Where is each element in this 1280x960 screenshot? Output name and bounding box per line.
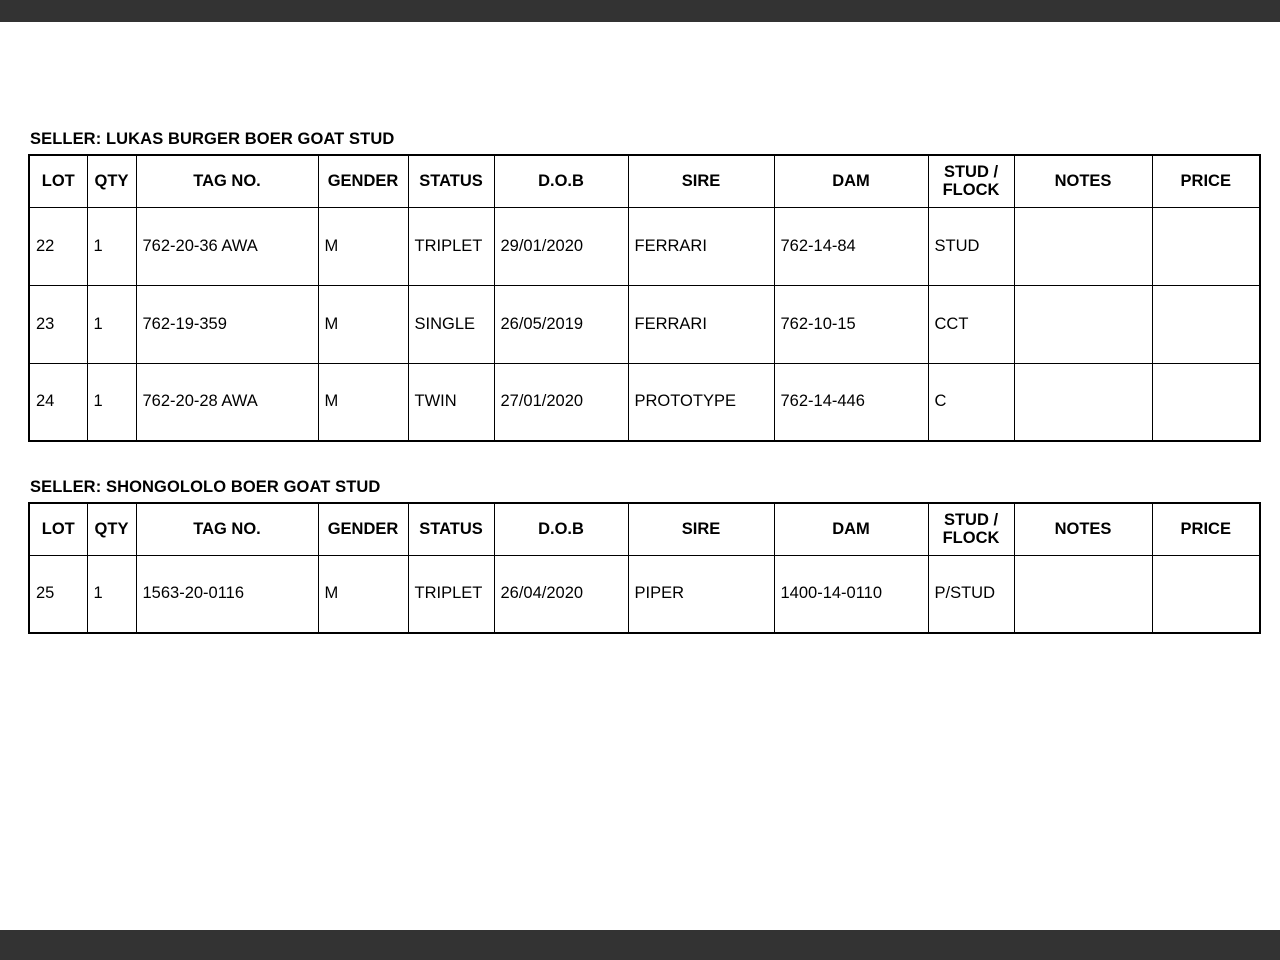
cell-stud-flock: C [928, 363, 1014, 441]
column-header-tag-no: TAG NO. [136, 155, 318, 207]
table-header-row [29, 503, 1260, 555]
cell-price [1152, 207, 1260, 285]
column-header-stud-flock [928, 155, 1014, 207]
cell-qty: 1 [87, 363, 136, 441]
cell-lot: 22 [29, 207, 87, 285]
cell-dam: 762-10-15 [774, 285, 928, 363]
column-header-lot: LOT [29, 503, 87, 555]
cell-stud-flock: P/STUD [928, 555, 1014, 633]
cell-notes [1014, 555, 1152, 633]
cell-status: SINGLE [408, 285, 494, 363]
cell-dob: 27/01/2020 [494, 363, 628, 441]
cell-lot: 25 [29, 555, 87, 633]
table-header-row [29, 155, 1260, 207]
seller-heading-1: SELLER: LUKAS BURGER BOER GOAT STUD [30, 130, 395, 148]
column-header-notes: NOTES [1014, 155, 1152, 207]
lot-table-2 [28, 502, 1261, 634]
column-header-dam: DAM [774, 503, 928, 555]
cell-notes [1014, 363, 1152, 441]
cell-notes [1014, 285, 1152, 363]
cell-status: TRIPLET [408, 207, 494, 285]
cell-gender: M [318, 285, 408, 363]
table-row [29, 555, 1260, 633]
cell-qty: 1 [87, 285, 136, 363]
column-header-notes: NOTES [1014, 503, 1152, 555]
column-header-gender: GENDER [318, 155, 408, 207]
cell-status: TWIN [408, 363, 494, 441]
cell-sire: PIPER [628, 555, 774, 633]
cell-dob: 26/04/2020 [494, 555, 628, 633]
cell-gender: M [318, 555, 408, 633]
column-header-dob: D.O.B [494, 155, 628, 207]
column-header-dam: DAM [774, 155, 928, 207]
cell-price [1152, 555, 1260, 633]
cell-status: TRIPLET [408, 555, 494, 633]
column-header-qty: QTY [87, 155, 136, 207]
column-header-tag-no: TAG NO. [136, 503, 318, 555]
cell-lot: 24 [29, 363, 87, 441]
cell-sire: FERRARI [628, 285, 774, 363]
top-bar [0, 0, 1280, 22]
cell-stud-flock: STUD [928, 207, 1014, 285]
column-header-sire: SIRE [628, 503, 774, 555]
column-header-lot: LOT [29, 155, 87, 207]
stud-flock-line-1: STUD / [943, 511, 999, 530]
lot-table-1 [28, 154, 1261, 442]
cell-dob: 29/01/2020 [494, 207, 628, 285]
cell-price [1152, 285, 1260, 363]
seller-heading-2: SELLER: SHONGOLOLO BOER GOAT STUD [30, 478, 381, 496]
cell-gender: M [318, 207, 408, 285]
cell-tag-no: 762-20-36 AWA [136, 207, 318, 285]
stud-flock-line-2: FLOCK [942, 181, 1000, 200]
column-header-price: PRICE [1152, 155, 1260, 207]
cell-dam: 762-14-84 [774, 207, 928, 285]
cell-tag-no: 762-19-359 [136, 285, 318, 363]
cell-qty: 1 [87, 555, 136, 633]
cell-tag-no: 762-20-28 AWA [136, 363, 318, 441]
cell-qty: 1 [87, 207, 136, 285]
cell-price [1152, 363, 1260, 441]
stud-flock-line-1: STUD / [943, 163, 999, 182]
cell-lot: 23 [29, 285, 87, 363]
bottom-bar [0, 930, 1280, 960]
cell-sire: FERRARI [628, 207, 774, 285]
column-header-price: PRICE [1152, 503, 1260, 555]
table-row [29, 363, 1260, 441]
cell-dam: 762-14-446 [774, 363, 928, 441]
cell-sire: PROTOTYPE [628, 363, 774, 441]
column-header-dob: D.O.B [494, 503, 628, 555]
cell-dam: 1400-14-0110 [774, 555, 928, 633]
column-header-status: STATUS [408, 503, 494, 555]
cell-tag-no: 1563-20-0116 [136, 555, 318, 633]
cell-gender: M [318, 363, 408, 441]
column-header-sire: SIRE [628, 155, 774, 207]
document-content [0, 22, 1280, 670]
column-header-gender: GENDER [318, 503, 408, 555]
column-header-qty: QTY [87, 503, 136, 555]
cell-notes [1014, 207, 1152, 285]
cell-stud-flock: CCT [928, 285, 1014, 363]
table-row [29, 285, 1260, 363]
column-header-status: STATUS [408, 155, 494, 207]
stud-flock-line-2: FLOCK [942, 529, 1000, 548]
column-header-stud-flock [928, 503, 1014, 555]
cell-dob: 26/05/2019 [494, 285, 628, 363]
table-row [29, 207, 1260, 285]
